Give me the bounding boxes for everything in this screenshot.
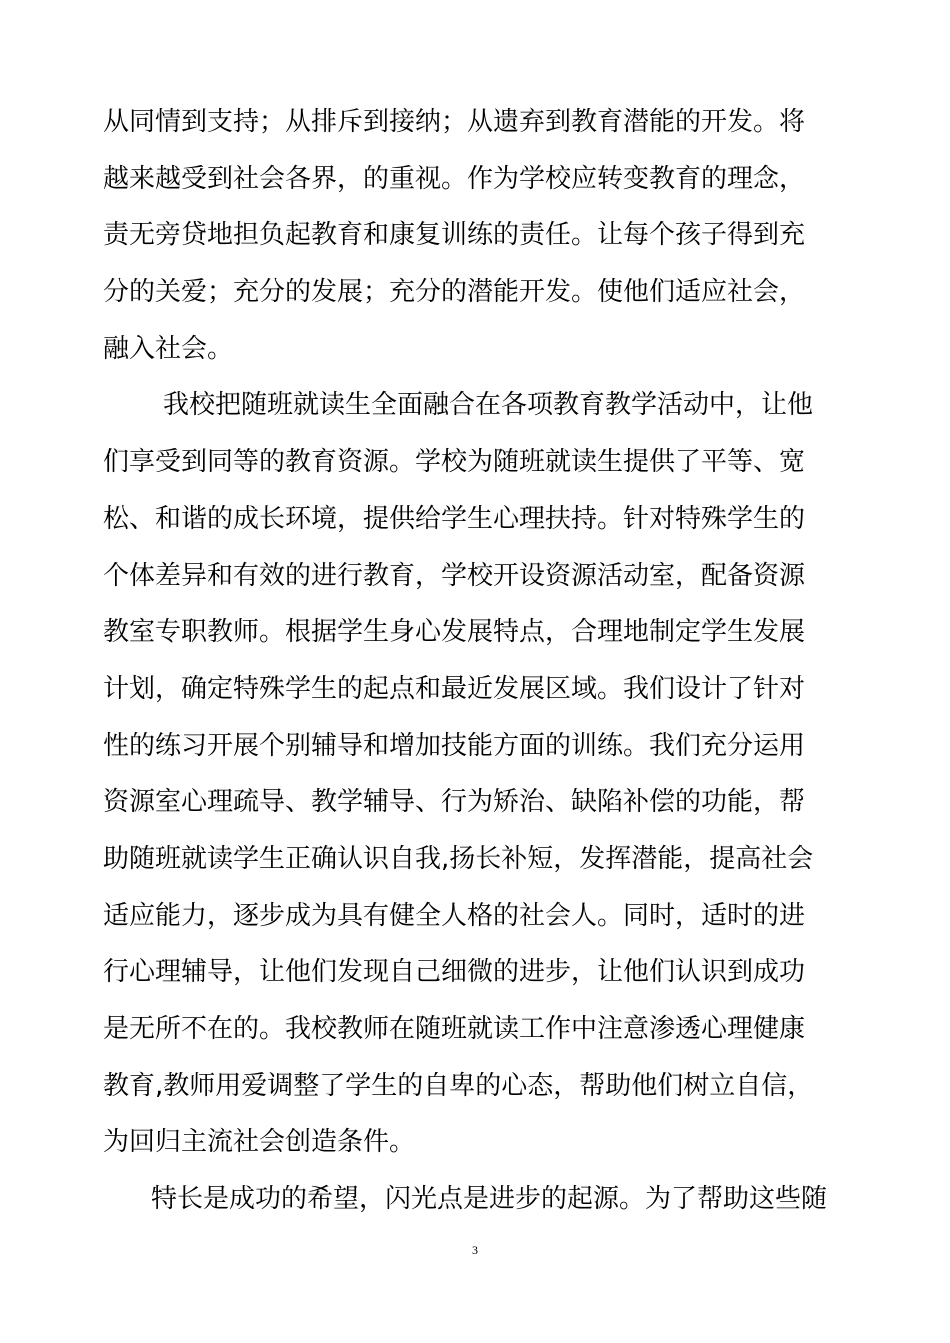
text-line: 融入社会。 — [103, 333, 234, 364]
text-line: 越来越受到社会各界，的重视。作为学校应转变教育的理念， — [103, 163, 806, 194]
text-line: 性的练习开展个别辅导和增加技能方面的训练。我们充分运用 — [103, 730, 806, 761]
paragraph-start-line: 特长是成功的希望，闪光点是进步的起源。为了帮助这些随 — [151, 1184, 828, 1215]
text-line: 行心理辅导，让他们发现自己细微的进步，让他们认识到成功 — [103, 957, 806, 988]
document-body — [103, 94, 853, 1228]
text-line: 计划，确定特殊学生的起点和最近发展区域。我们设计了针对 — [103, 673, 806, 704]
text-line: 助随班就读学生正确认识自我,扬长补短，发挥潜能，提高社会 — [103, 843, 814, 874]
text-line: 松、和谐的成长环境，提供给学生心理扶持。针对特殊学生的 — [103, 503, 806, 534]
text-line: 适应能力，逐步成为具有健全人格的社会人。同时，适时的进 — [103, 900, 806, 931]
text-line: 们享受到同等的教育资源。学校为随班就读生提供了平等、宽 — [103, 447, 806, 478]
paragraph-start-line: 我校把随班就读生全面融合在各项教育教学活动中，让他 — [163, 390, 814, 421]
text-line: 责无旁贷地担负起教育和康复训练的责任。让每个孩子得到充 — [103, 220, 806, 251]
text-line: 个体差异和有效的进行教育，学校开设资源活动室，配备资源 — [103, 560, 806, 591]
text-line: 教育,教师用爱调整了学生的自卑的心态，帮助他们树立自信， — [103, 1070, 814, 1101]
text-line: 从同情到支持；从排斥到接纳；从遗弃到教育潜能的开发。将 — [103, 107, 806, 137]
text-line: 教室专职教师。根据学生身心发展特点，合理地制定学生发展 — [103, 617, 806, 648]
text-line: 为回归主流社会创造条件。 — [103, 1127, 416, 1158]
text-line: 资源室心理疏导、教学辅导、行为矫治、缺陷补偿的功能，帮 — [103, 787, 806, 818]
text-line: 分的关爱；充分的发展；充分的潜能开发。使他们适应社会， — [103, 277, 806, 308]
text-line: 是无所不在的。我校教师在随班就读工作中注意渗透心理健康 — [103, 1014, 806, 1044]
page-number: 3 — [472, 1243, 478, 1257]
